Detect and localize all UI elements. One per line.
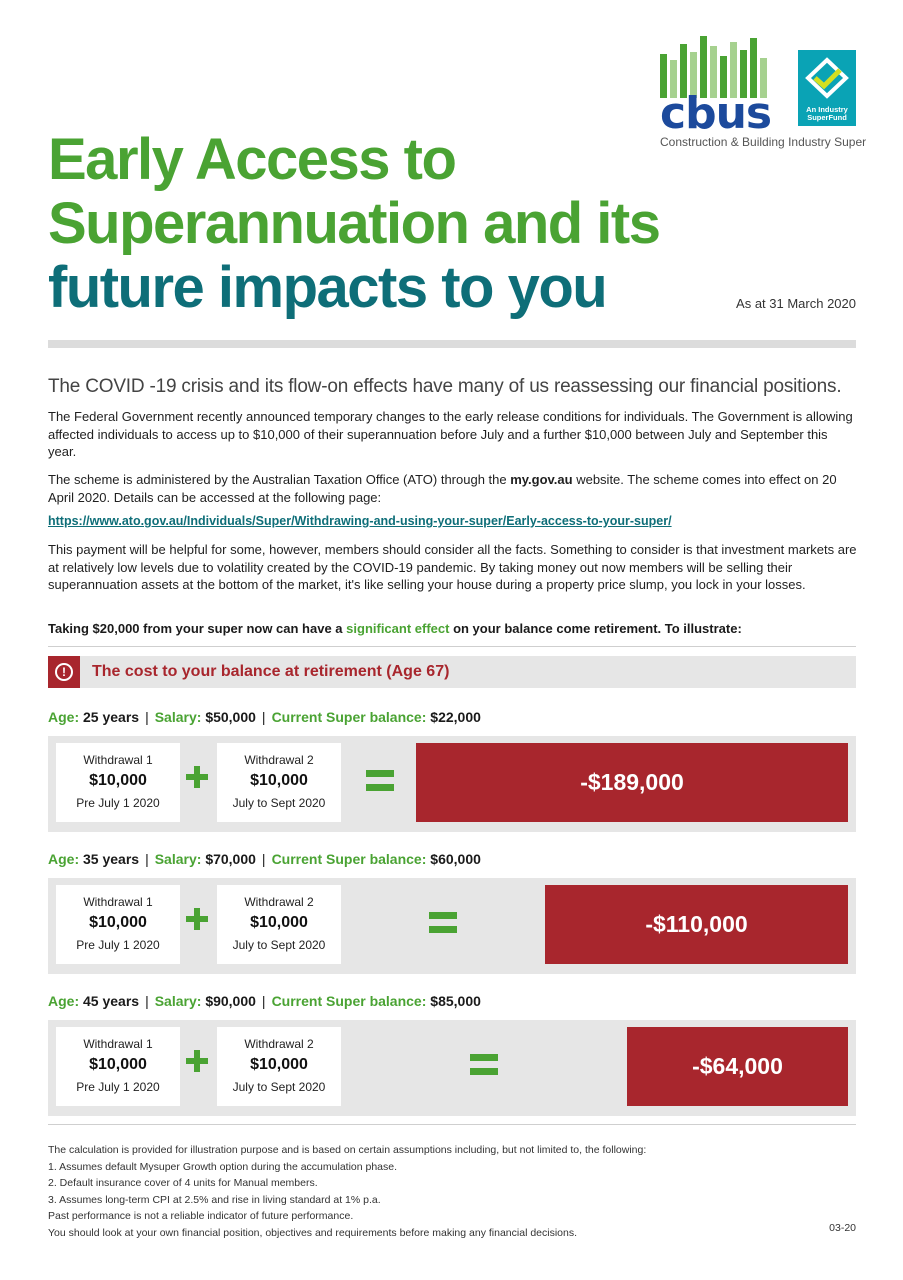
- cost-heading-bar: [48, 656, 856, 688]
- plus-icon: [186, 1050, 208, 1072]
- emphasis-text: Taking $20,000 from your super now can have a: [48, 621, 347, 636]
- equals-icon: [470, 1054, 498, 1076]
- balance-label: Current Super balance:: [271, 709, 427, 725]
- industry-superfund-badge: [798, 50, 856, 126]
- header-divider: [48, 340, 856, 348]
- paragraph-2-text-end: website. The scheme comes into effect on 20 April 2020. Details can be accessed at the following page:: [48, 472, 837, 505]
- withdrawal-amount: $10,000: [89, 1056, 147, 1073]
- warning-box: [48, 656, 80, 688]
- impact-result: -$64,000: [627, 1027, 848, 1106]
- footnote-line: 3. Assumes long-term CPI at 2.5% and rise in living standard at 1% p.a.: [48, 1193, 381, 1206]
- profile-line: [48, 993, 481, 1009]
- withdrawal-card: [56, 1027, 180, 1106]
- cbus-wordmark: cbus: [660, 88, 772, 139]
- balance-label: Current Super balance:: [271, 993, 427, 1009]
- footnotes: [48, 1142, 768, 1241]
- emphasis-line: [48, 621, 742, 636]
- age-label: Age:: [48, 993, 80, 1009]
- withdrawal-card: [56, 743, 180, 822]
- alert-icon: !: [55, 663, 73, 681]
- impact-result: -$110,000: [545, 885, 848, 964]
- footnote-line: 1. Assumes default Mysuper Growth option during the accumulation phase.: [48, 1160, 398, 1173]
- age-value: 25 years: [83, 709, 140, 725]
- scenario-row: [48, 878, 856, 974]
- salary-value: $50,000: [205, 709, 256, 725]
- paragraph-3: This payment will be helpful for some, however, members should consider all the facts. Something to consider is that investment markets are at relatively low levels due to volatility created by the COVID-19 pandemic. By taking money out now members will be selling their superannuation assets at the bottom of the market, it's like selling your house during a property price slump, you lock in your losses.: [48, 542, 857, 592]
- separator: |: [145, 851, 149, 867]
- salary-value: $90,000: [205, 993, 256, 1009]
- badge-text: An Industry SuperFund: [806, 105, 848, 122]
- footnote-line: You should look at your own financial position, objectives and requirements before making any financial decisions.: [48, 1226, 578, 1239]
- profile-line: [48, 851, 481, 867]
- withdrawal-amount: $10,000: [250, 1056, 308, 1073]
- balance-value: $22,000: [430, 709, 481, 725]
- mygov-website: my.gov.au: [510, 472, 573, 487]
- footnote-line: The calculation is provided for illustration purpose and is based on certain assumptions including, but not limited to, the following:: [48, 1144, 647, 1156]
- balance-value: $60,000: [430, 851, 481, 867]
- separator: |: [145, 993, 149, 1009]
- emphasis-text-end: on your balance come retirement. To illustrate:: [449, 621, 742, 636]
- superfund-diamond-icon: [798, 56, 856, 104]
- withdrawal-amount: $10,000: [89, 772, 147, 789]
- withdrawal-period: July to Sept 2020: [232, 938, 326, 952]
- ato-link[interactable]: https://www.ato.gov.au/Individuals/Super/Withdrawing-and-using-your-super/Early-access-to-your-super/: [48, 514, 672, 528]
- withdrawal-card: [56, 885, 180, 964]
- impact-result: -$189,000: [416, 743, 848, 822]
- title-line-2: Superannuation and its: [48, 191, 660, 256]
- withdrawal-label: Withdrawal 2: [244, 1037, 314, 1051]
- withdrawal-label: Withdrawal 2: [244, 753, 314, 767]
- footnote-line: 2. Default insurance cover of 4 units for Manual members.: [48, 1177, 318, 1189]
- withdrawal-label: Withdrawal 1: [83, 1037, 153, 1051]
- withdrawal-label: Withdrawal 1: [83, 753, 153, 767]
- emphasis-highlight: significant effect: [346, 621, 450, 636]
- intro-heading: The COVID -19 crisis and its flow-on effects have many of us reassessing our financial positions.: [48, 376, 842, 397]
- withdrawal-label: Withdrawal 2: [244, 895, 314, 909]
- salary-label: Salary:: [154, 993, 202, 1009]
- equals-icon: [429, 912, 457, 934]
- paragraph-2-text: The scheme is administered by the Australian Taxation Office (ATO) through the: [48, 472, 511, 487]
- salary-value: $70,000: [205, 851, 256, 867]
- title-line-1: Early Access to: [48, 127, 456, 192]
- page-title: [48, 128, 728, 320]
- withdrawal-label: Withdrawal 1: [83, 895, 153, 909]
- document-code: 03-20: [829, 1222, 856, 1234]
- section-divider: [48, 646, 856, 647]
- footnote-line: Past performance is not a reliable indicator of future performance.: [48, 1210, 354, 1222]
- withdrawal-amount: $10,000: [250, 914, 308, 931]
- cost-heading: The cost to your balance at retirement (Age 67): [92, 663, 450, 680]
- title-line-3: future impacts to you: [48, 255, 607, 320]
- withdrawal-period: July to Sept 2020: [232, 796, 326, 810]
- balance-label: Current Super balance:: [271, 851, 427, 867]
- withdrawal-card: [217, 885, 341, 964]
- separator: |: [145, 709, 149, 725]
- equals-icon: [366, 770, 394, 792]
- separator: |: [261, 709, 266, 725]
- withdrawal-card: [217, 743, 341, 822]
- as-at-date: As at 31 March 2020: [736, 296, 856, 311]
- paragraph-1: The Federal Government recently announced temporary changes to the early release conditions for individuals. The Government is allowing affected individuals to access up to $10,000 of their superannuation before July and a further $10,000 between July and September this year.: [48, 409, 853, 459]
- age-value: 35 years: [83, 851, 140, 867]
- scenario-row: [48, 736, 856, 832]
- paragraph-2: [48, 471, 858, 506]
- withdrawal-card: [217, 1027, 341, 1106]
- profile-line: [48, 709, 481, 725]
- withdrawal-period: Pre July 1 2020: [76, 1080, 160, 1094]
- withdrawal-period: July to Sept 2020: [232, 1080, 326, 1094]
- withdrawal-amount: $10,000: [89, 914, 147, 931]
- scenario-row: [48, 1020, 856, 1116]
- plus-icon: [186, 908, 208, 930]
- withdrawal-period: Pre July 1 2020: [76, 796, 160, 810]
- logo-tagline: Construction & Building Industry Super: [660, 135, 867, 149]
- age-label: Age:: [48, 709, 80, 725]
- salary-label: Salary:: [154, 851, 202, 867]
- footer-divider: [48, 1124, 856, 1125]
- age-label: Age:: [48, 851, 80, 867]
- separator: |: [261, 993, 266, 1009]
- separator: |: [261, 851, 266, 867]
- plus-icon: [186, 766, 208, 788]
- withdrawal-period: Pre July 1 2020: [76, 938, 160, 952]
- withdrawal-amount: $10,000: [250, 772, 308, 789]
- balance-value: $85,000: [430, 993, 481, 1009]
- age-value: 45 years: [83, 993, 140, 1009]
- salary-label: Salary:: [154, 709, 202, 725]
